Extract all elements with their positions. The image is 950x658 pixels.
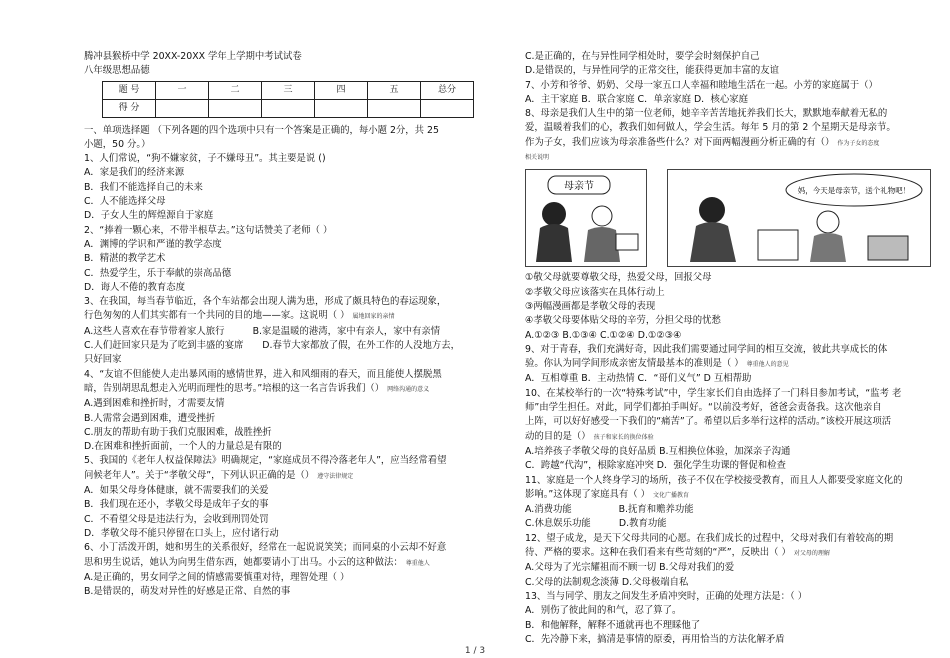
score-cell-empty xyxy=(156,99,209,117)
score-table xyxy=(102,81,474,118)
option-line: C．跨越“代沟”，根除家庭冲突 D．强化学生功课的督促和检查 xyxy=(525,460,786,472)
question-text: 暗，告别胡思乱想走入光明而理性的思考。”培根的这一名言告诉我们（） xyxy=(84,382,385,394)
score-cell-empty xyxy=(209,99,262,117)
margin-note: 网络沟通的意义 xyxy=(387,385,430,393)
option-line: 只好回家 xyxy=(84,354,122,366)
option-line: C．人不能选择父母 xyxy=(84,196,166,208)
cartoon-left-sign: 母亲节 xyxy=(564,181,594,193)
question-line: 5、我国的《老年人权益保障法》明确规定，“家庭成员不得冷落老年人”，应当经常看望 xyxy=(84,455,447,467)
question-text: 动的目的是（） xyxy=(525,430,591,442)
cartoon-right xyxy=(667,169,931,267)
option-line: A．家是我们的经济来源 xyxy=(84,167,185,179)
question-text: 作为子女，我们应该为母亲准备些什么？对下面两幅漫画分析正确的有（） xyxy=(525,136,835,148)
score-cell: 二 xyxy=(209,81,262,99)
margin-note: 作为子女的态度 xyxy=(837,139,880,147)
question-line: 10、在某校举行的一次“特殊考试”中，学生家长们自由选择了一门科目参加考试，“监考 老 xyxy=(525,387,902,399)
exam-title: 腾冲县猴桥中学 20XX-20XX 学年上学期中考试试卷 xyxy=(84,51,302,62)
question-line: 13、当与同学、朋友之间发生矛盾冲突时，正确的处理方法是：（ ） xyxy=(525,590,808,602)
option-line: A．别伤了彼此间的和气，忍了算了。 xyxy=(525,605,682,617)
margin-note: 对父母的理解 xyxy=(793,550,830,558)
question-line xyxy=(525,357,935,372)
question-line xyxy=(525,488,935,503)
cartoon-right-speech: 妈，今天是母亲节，送个礼物吧！ xyxy=(797,186,911,196)
question-line: 师”由学生担任。对此，同学们都拍手叫好。“以前没考好，爸爸会责备我。这次他亲自 xyxy=(525,402,882,414)
score-table-score-row xyxy=(103,99,474,117)
option-line: C.是正确的，在与异性同学相处时，要学会时刻保护自己 xyxy=(525,51,760,62)
question-line: 6、小丁活泼开朗，她和男生的关系很好，经常在一起说说笑笑；而同桌的小云却不好意 xyxy=(84,542,447,554)
margin-note: 遵守法律规定 xyxy=(317,472,354,480)
question-line: 8、母亲是我们人生中的第一位老师，她辛辛苦苦地抚养我们长大，默默地奉献着无私的 xyxy=(525,108,888,120)
score-cell: 一 xyxy=(156,81,209,99)
score-cell: 五 xyxy=(368,81,421,99)
right-column xyxy=(525,50,935,647)
option-line: C.人们赶回家只是为了吃到丰盛的宴席 D.春节大家都放了假，在外工作的人没地方去， xyxy=(84,340,460,352)
statement-line: ④孝敬父母要体贴父母的辛劳，分担父母的忧愁 xyxy=(525,315,721,327)
question-line: 9、对于青春，我们充满好奇，因此我们需要通过同学间的相互交流，彼此共享成长的体 xyxy=(525,343,888,355)
gift-box-icon xyxy=(868,236,908,260)
margin-note: 尊重他人 xyxy=(405,559,430,567)
subject-label: 八年级思想品德 xyxy=(84,65,150,77)
score-cell: 三 xyxy=(262,81,315,99)
score-cell: 总分 xyxy=(421,81,474,99)
cartoon-left xyxy=(525,169,647,267)
option-line: C.朋友的帮助有助于我们克服困难，战胜挫折 xyxy=(84,426,272,438)
option-line: B．我们不能选择自己的未来 xyxy=(84,181,203,193)
question-line: 1、人们常说，“狗不嫌家贫，子不嫌母丑”。其主要是说 () xyxy=(84,153,326,165)
option-line: A.父母为了光宗耀祖而不顾一切 B.父母对我们的爱 xyxy=(525,562,735,574)
statement-line: ①敬父母就要尊敬父母，热爱父母，回报父母 xyxy=(525,272,712,284)
option-line: A.遇到困难和挫折时，才需要友情 xyxy=(84,398,225,410)
child-head-icon xyxy=(592,206,612,226)
option-line: C．先冷静下来，搞清是事情的原委，再用恰当的方法化解矛盾 xyxy=(525,633,785,645)
score-cell: 得 分 xyxy=(103,99,156,117)
question-line: 4、“友谊不但能使人走出暴风雨的感情世界，进入和风细雨的春天，而且能使人摆脱黑 xyxy=(84,368,442,380)
score-cell-empty xyxy=(421,99,474,117)
question-text: 思和男生说话，她认为向男生借东西，她都要请小丁出马。小云的这种做法： xyxy=(84,556,403,568)
question-text: 影响。”这体现了家庭具有（ ） xyxy=(525,488,651,500)
question-line: 上阵，可以好好感受一下我们的“痛苦”了。希望以后多举行这样的活动。”该校开展这项活 xyxy=(525,416,892,428)
left-column xyxy=(84,50,492,599)
question-line xyxy=(525,430,935,445)
question-text: 行色匆匆的人们其实都有一个共同的目的地——家。这说明（ ） xyxy=(84,310,350,322)
option-line: D．孝敬父母不能只停留在口头上，应付诸行动 xyxy=(84,527,279,539)
score-cell-empty xyxy=(368,99,421,117)
question-line xyxy=(525,546,935,561)
child-head-icon xyxy=(817,211,839,233)
score-table-header-row xyxy=(103,81,474,99)
option-line: A．主干家庭 B．联合家庭 C．单亲家庭 D．核心家庭 xyxy=(525,93,749,105)
option-line: B.人需常会遇到困难，遭受挫折 xyxy=(84,412,216,424)
question-line: 7、小芳和爷爷、奶奶、父母一家五口人幸福和睦地生活在一起。小芳的家庭属于（） xyxy=(525,79,878,91)
margin-note: 孩子和家长的换位体验 xyxy=(593,433,654,441)
question-line: 爱，温暖着我们的心，教我们如何做人，学会生活。每年 5 月的第 2 个星期天是母亲节。 xyxy=(525,122,896,134)
option-line: A.消费功能 B.抚育和赡养功能 xyxy=(525,504,694,516)
option-line: A.这些人喜欢在春节带着家人旅行 B.家是温暖的港湾，家中有亲人，家中有亲情 xyxy=(84,325,441,337)
option-line: A.培养孩子孝敬父母的良好品质 B.互相换位体验，加深亲子沟通 xyxy=(525,445,791,457)
option-line: C.休息娱乐功能 D.教育功能 xyxy=(525,518,667,530)
question-line: 3、在我国，每当春节临近，各个车站都会出现人满为患，形成了颇具特色的春运现象， xyxy=(84,296,447,308)
statement-line: ③两幅漫画都是孝敬父母的表现 xyxy=(525,300,656,312)
cartoon-figures xyxy=(525,169,935,267)
question-line: 2、“捧着一颗心来，不带半根草去。”这句话赞美了老师（ ） xyxy=(84,224,333,236)
option-line: D．子女人生的辉煌源自于家庭 xyxy=(84,210,214,222)
question-line xyxy=(84,309,492,324)
score-cell: 四 xyxy=(315,81,368,99)
question-text: 问候老年人”。关于“孝敬父母”，下列认识正确的是（） xyxy=(84,469,315,481)
option-line: D.是错误的，与异性同学的正常交往，能获得更加丰富的友谊 xyxy=(525,65,779,77)
option-line: B．和他解释，解释不通就再也不理睬他了 xyxy=(525,619,701,631)
question-line: 12、望子成龙，是天下父母共同的心愿。在我们成长的过程中，父母对我们有着较高的期 xyxy=(525,532,894,544)
margin-note: 属地回家的亲情 xyxy=(352,313,395,321)
option-line: A．如果父母身体健康，就不需要我们的关爱 xyxy=(84,485,269,497)
parent-body-icon xyxy=(690,222,736,262)
option-line: B．我们现在还小，孝敬父母是成年子女的事 xyxy=(84,499,269,511)
score-cell-empty xyxy=(262,99,315,117)
question-line xyxy=(84,556,492,571)
question-line: 一、单项选择题 （下列各题的四个选项中只有一个答案是正确的，每小题 2分，共 25 xyxy=(84,124,439,136)
cartoon-right-drawing xyxy=(668,170,930,266)
question-line: 11、家庭是一个人终身学习的场所，孩子不仅在学校接受教育，而且人人都要受家庭文化的 xyxy=(525,474,903,486)
option-line: B．精湛的教学艺术 xyxy=(84,253,166,265)
margin-note: 尊重他人的意见 xyxy=(746,361,789,369)
option-line: B.是错误的，萌发对异性的好感是正常、自然的事 xyxy=(84,586,291,598)
score-cell: 题 号 xyxy=(103,81,156,99)
cartoon-left-drawing xyxy=(526,170,646,266)
score-cell-empty xyxy=(315,99,368,117)
question-line xyxy=(525,136,935,151)
margin-note: 相关说明 xyxy=(525,154,550,162)
question-line: 小题，50 分。） xyxy=(84,138,151,150)
option-line: A．互相尊重 B．主动热情 C．“哥们义气” D 互相帮助 xyxy=(525,373,752,385)
option-line: A.是正确的，男女同学之间的情感需要慎重对待，理智处理（ ） xyxy=(84,571,350,583)
mother-body-icon xyxy=(536,224,572,262)
option-line: C．热爱学生，乐于奉献的崇高品德 xyxy=(84,267,232,279)
newspaper-icon xyxy=(616,234,638,250)
parent-head-icon xyxy=(699,197,725,223)
option-line: D．诲人不倦的教育态度 xyxy=(84,281,185,293)
option-line: A.①②③ B.①③④ C.①②④ D.①②③④ xyxy=(525,329,682,341)
option-line: C.父母的法制观念淡薄 D.父母极端自私 xyxy=(525,576,689,588)
question-text: 验。你认为同学间形成亲密友情最基本的准则是（ ） xyxy=(525,358,744,370)
page-number: 1 / 3 xyxy=(464,646,486,656)
option-line: C．不看望父母是违法行为，会收到刑罚处罚 xyxy=(84,513,269,525)
child-body-icon xyxy=(810,233,846,262)
mother-head-icon xyxy=(542,202,566,226)
option-line: D.在困难和挫折面前，一个人的力量总是有限的 xyxy=(84,441,282,453)
question-text: 待、严格的要求。这种在我们看来有些苛刻的“严”，反映出（ ） xyxy=(525,547,791,559)
child-body-icon xyxy=(584,227,620,262)
question-line xyxy=(84,469,492,484)
table-icon xyxy=(758,230,798,260)
question-line xyxy=(84,382,492,397)
statement-line: ②孝敬父母应该落实在具体行动上 xyxy=(525,286,665,298)
option-line: A．渊博的学识和严谨的教学态度 xyxy=(84,238,222,250)
margin-note: 文化广播教育 xyxy=(653,491,690,499)
